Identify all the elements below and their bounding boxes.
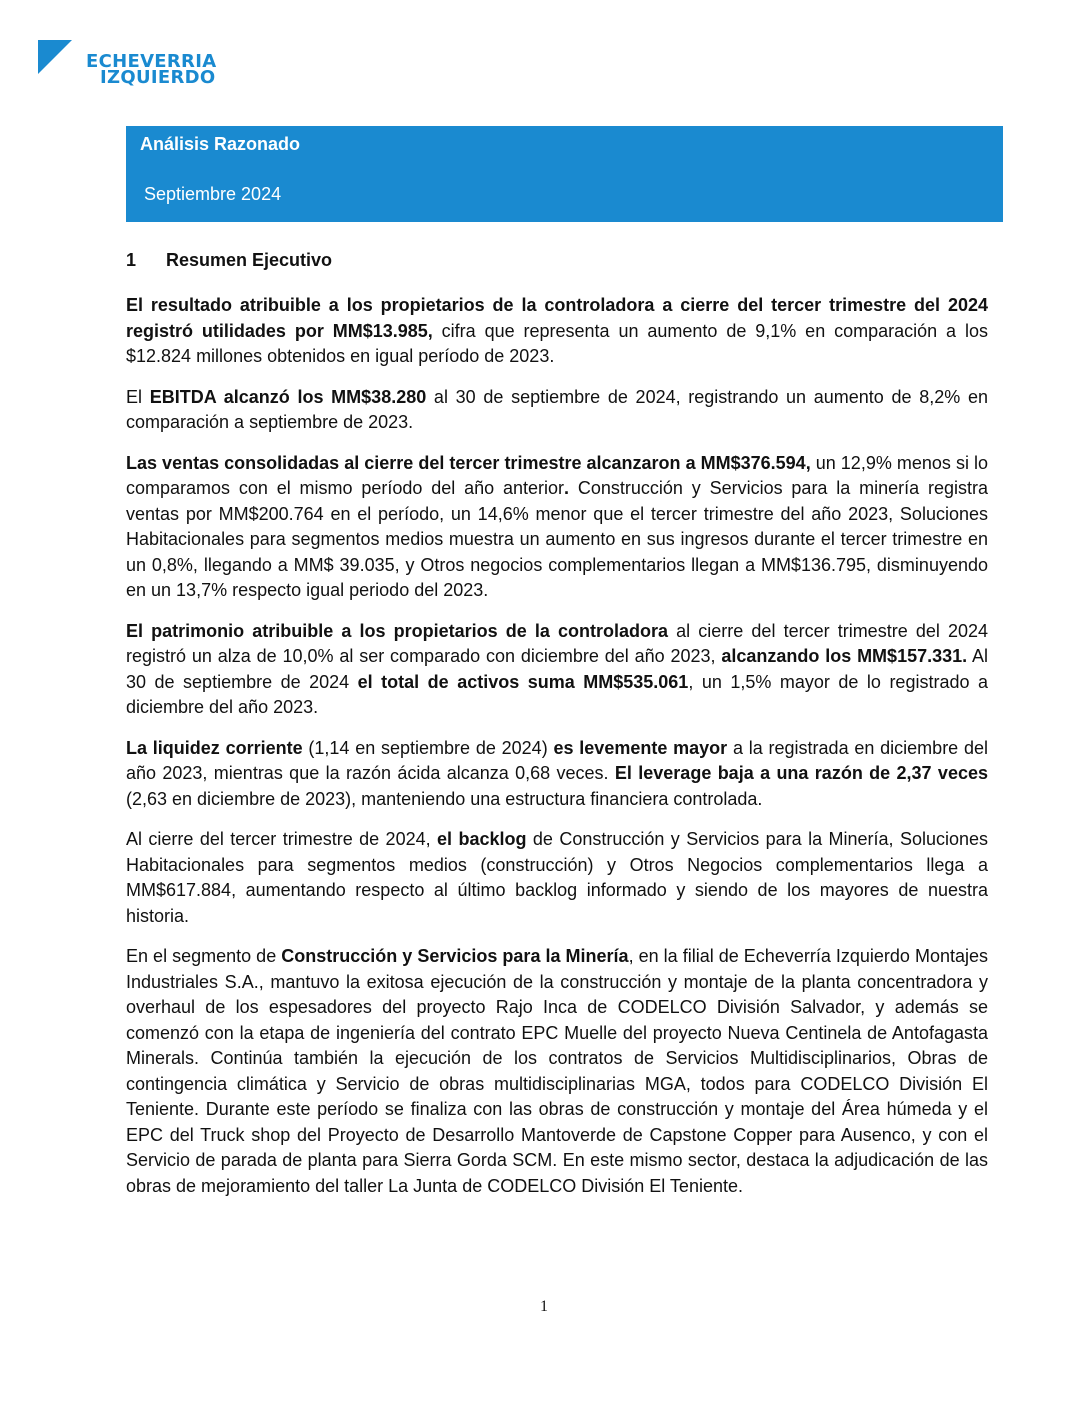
text-run: Construcción y Servicios para la minería registra ventas por MM$200.764 en el período, un 14,6% menor que el tercer trimestre del año 2023, Soluciones Habitacionales para segmentos medios muestra un aumento en sus ingresos durante el tercer trimestre en un 0,8%, llegando a MM$ 39.035, y Otros negocios complementarios llegan a MM$136.795, disminuyendo en un 13,7% respecto igual periodo del 2023. [126,478,988,600]
logo-wordmark [86,51,217,88]
text-run: a la registrada en diciembre del año 2023, mientras que la razón ácida alcanza 0,68 veces. [126,737,989,783]
bold-text: . [564,478,570,498]
section-title: Resumen Ejecutivo [166,250,333,270]
bold-text: el backlog [437,829,527,849]
text-run: El [126,386,150,407]
text-run: , un 1,5% mayor de lo registrado a diciembre del año 2023. [126,671,988,717]
bold-text: EBITDA alcanzó los MM$38.280 [149,386,427,407]
text-run: (2,63 en diciembre de 2023), manteniendo una estructura financiera controlada. [126,788,763,809]
paragraph-equity [126,619,988,721]
text-run: Al 30 de septiembre de 2024 [126,646,988,692]
text-run: En el segmento de [126,946,282,966]
paragraph-sales [126,451,988,604]
bold-text: Construcción y Servicios para la Minería [281,946,629,966]
text-run: un 12,9% menos si lo comparamos con el mismo período del año anterior [126,452,988,498]
bold-text: Las ventas consolidadas al cierre del tercer trimestre alcanzaron a MM$376.594, [126,452,811,473]
section-heading [126,250,988,271]
document-body [126,250,988,1214]
bold-text: el total de activos suma MM$535.061 [357,671,689,692]
paragraph-ebitda [126,385,988,436]
document-date: Septiembre 2024 [144,184,282,204]
page-number: 1 [540,1298,548,1315]
text-run: , en la filial de Echeverría Izquierdo Montajes Industriales S.A., mantuvo la exitosa ejecución de la construcción y montaje de la planta concentradora y overhaul de los espesadores del proyecto Rajo Inca de CODELCO División Salvador, y además se comenzó con la etapa de ingeniería del contrato EPC Muelle del proyecto Nueva Centinela de Antofagasta Minerals. Continúa también la ejecución de los contratos de Servicios Multidisciplinarios, Obras de contingencia climática y Servicio de obras multidisciplinarias MGA, todos para CODELCO División El Teniente. Durante este período se finaliza con las obras de construcción y montaje del Área húmeda y el EPC del Truck shop del Proyecto de Desarrollo Mantoverde de Capstone Copper para Ausenco, y con el Servicio de parada de planta para Sierra Gorda SCM. En este mismo sector, destaca la adjudicación de las obras de mejoramiento del taller La Junta de CODELCO División El Teniente. [126,946,988,1196]
text-run: Al cierre del tercer trimestre de 2024, [126,829,438,849]
logo-line-1: ECHEVERRIA [86,51,217,72]
triangle-logo-icon [38,40,72,74]
bold-text: alcanzando los MM$157.331. [721,646,968,666]
paragraph-net-income [126,293,988,370]
company-logo [38,40,238,100]
bold-text: El leverage baja a una razón de 2,37 veces [614,763,988,783]
bold-text: El patrimonio atribuible a los propietarios de la controladora [126,620,669,641]
bold-text: El resultado atribuible a los propietarios de la controladora a cierre del tercer trimestre del 2024 registró utilidades por MM$13.985, [126,295,988,341]
bold-text: es levemente mayor [553,737,728,758]
paragraph-mining-segment [126,944,988,1199]
logo-line-2: IZQUIERDO [100,67,216,88]
section-number: 1 [126,250,137,270]
document-title: Análisis Razonado [140,134,301,154]
title-banner [126,126,1003,222]
text-run: cifra que representa un aumento de 9,1% en comparación a los $12.824 millones obtenidos en igual período de 2023. [126,320,988,366]
bold-text: La liquidez corriente [126,737,303,758]
text-run: al cierre del tercer trimestre del 2024 registró un alza de 10,0% al ser comparado con diciembre del año 2023, [126,620,989,666]
text-run: (1,14 en septiembre de 2024) [302,737,554,758]
text-run: al 30 de septiembre de 2024, registrando un aumento de 8,2% en comparación a septiembre de 2023. [126,386,988,432]
paragraph-liquidity [126,736,988,813]
paragraph-backlog [126,827,988,929]
text-run: de Construcción y Servicios para la Minería, Soluciones Habitacionales para segmentos medios (construcción) y Otros Negocios complementarios llega a MM$617.884, aumentando respecto al último backlog informado y siendo de los mayores de nuestra historia. [126,829,989,926]
